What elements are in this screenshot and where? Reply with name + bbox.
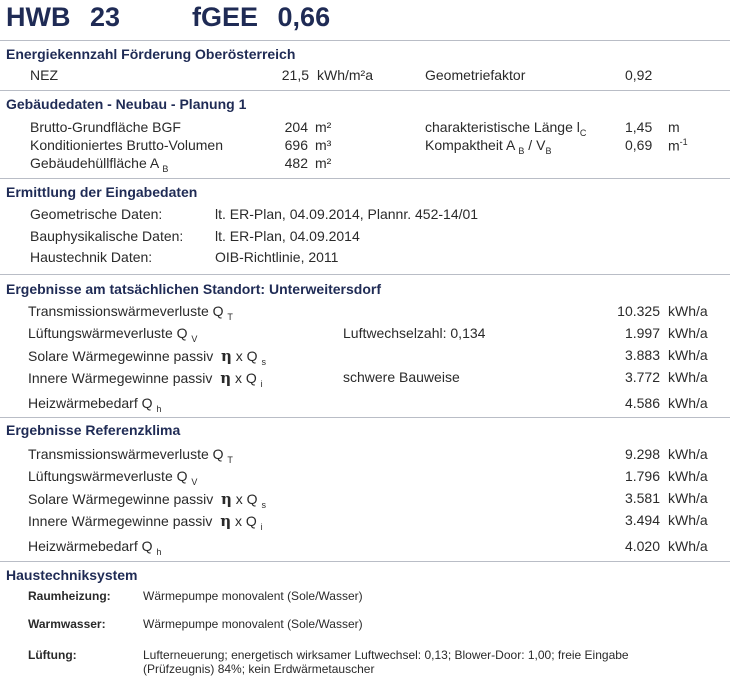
referenz-row-unit: kWh/a	[668, 468, 708, 484]
gebaeude-row-value: 482	[284, 155, 308, 171]
section-title-referenzklima: Ergebnisse Referenzklima	[6, 422, 181, 438]
referenz-row-value: 9.298	[624, 446, 660, 462]
eingabe-row-value: OIB-Richtlinie, 2011	[215, 249, 339, 265]
gebaeude-row-label: Gebäudehüllfläche A $_B$	[30, 155, 169, 174]
referenz-row-unit: kWh/a	[668, 512, 708, 528]
gebaeude-row-label: Konditioniertes Brutto-Volumen	[30, 137, 223, 153]
section-title-haustechnik: Haustechniksystem	[6, 567, 138, 583]
standort-row-value: 10.325	[617, 303, 660, 319]
char-laenge-value: 1,45	[625, 119, 653, 135]
fgee-label: fGEE	[192, 2, 259, 32]
referenz-row-value: 3.494	[624, 512, 660, 528]
fgee-value: 0,66	[277, 2, 331, 32]
char-laenge-unit: m	[668, 119, 680, 135]
gebaeude-row-unit: m³	[315, 137, 332, 153]
referenz-row-value: 1.796	[624, 468, 660, 484]
haustechnik-row-value: Wärmepumpe monovalent (Sole/Wasser)	[143, 589, 363, 603]
kompaktheit-label: Kompaktheit A $_B / V_B$	[425, 137, 552, 156]
referenz-row-label: Transmissionswärmeverluste Q $_T$	[28, 446, 233, 465]
char-laenge-label: charakteristische Länge $l_C$	[425, 119, 587, 138]
standort-row-value: 4.586	[624, 395, 660, 411]
referenz-row-unit: kWh/a	[668, 446, 708, 462]
geometriefaktor-label: Geometriefaktor	[425, 67, 526, 83]
nez-value: 21,5	[281, 67, 309, 83]
divider	[0, 561, 730, 562]
standort-row-label: Lüftungswärmeverluste Q $_V$	[28, 325, 198, 344]
haustechnik-row-label: Warmwasser:	[28, 617, 106, 631]
standort-row-unit: kWh/a	[668, 395, 708, 411]
divider	[0, 90, 730, 91]
haustechnik-row-value: Lufterneuerung; energetisch wirksamer Luftwechsel: 0,13; Blower-Door: 1,00; freie Eingabe	[143, 648, 629, 662]
referenz-row-unit: kWh/a	[668, 490, 708, 506]
referenz-row-value: 3.581	[624, 490, 660, 506]
standort-row-value: 1.997	[624, 325, 660, 341]
standort-row-unit: kWh/a	[668, 325, 708, 341]
referenz-row-label: Heizwärmebedarf Q $_h$	[28, 538, 162, 557]
gebaeude-row-unit: m²	[315, 155, 332, 171]
referenz-row-label: Solare Wärmegewinne passiv η x Q $_s$	[28, 490, 266, 510]
nez-label: NEZ	[30, 67, 58, 83]
standort-row-unit: kWh/a	[668, 303, 708, 319]
divider	[0, 40, 730, 41]
divider	[0, 274, 730, 275]
section-title-gebaeudedaten: Gebäudedaten - Neubau - Planung 1	[6, 96, 247, 112]
eingabe-row-value: lt. ER-Plan, 04.09.2014, Plannr. 452-14/01	[215, 206, 479, 222]
haustechnik-row-value-cont: (Prüfzeugnis) 84%; kein Erdwärmetauscher	[143, 662, 375, 676]
haustechnik-row-label: Raumheizung:	[28, 589, 111, 603]
referenz-row-value: 4.020	[624, 538, 660, 554]
divider	[0, 417, 730, 418]
standort-row-note: schwere Bauweise	[343, 369, 460, 385]
referenz-row-label: Innere Wärmegewinne passiv η x Q $_i$	[28, 512, 263, 532]
standort-row-label: Heizwärmebedarf Q $_h$	[28, 395, 162, 414]
eingabe-row-label: Haustechnik Daten:	[30, 249, 153, 265]
hwb-value: 23	[90, 2, 121, 32]
eingabe-row-label: Bauphysikalische Daten:	[30, 228, 184, 244]
referenz-row-unit: kWh/a	[668, 538, 708, 554]
standort-row-unit: kWh/a	[668, 347, 708, 363]
standort-row-label: Innere Wärmegewinne passiv η x Q $_i$	[28, 369, 263, 389]
standort-row-note: Luftwechselzahl: 0,134	[343, 325, 486, 341]
gebaeude-row-unit: m²	[315, 119, 332, 135]
standort-row-label: Solare Wärmegewinne passiv η x Q $_s$	[28, 347, 266, 367]
standort-row-value: 3.883	[624, 347, 660, 363]
geometriefaktor-value: 0,92	[625, 67, 653, 83]
kompaktheit-unit: $m^{-1}$	[668, 137, 688, 154]
eingabe-row-label: Geometrische Daten:	[30, 206, 163, 222]
hwb-heading	[6, 2, 120, 33]
standort-row-label: Transmissionswärmeverluste Q $_T$	[28, 303, 233, 322]
section-title-standort: Ergebnisse am tatsächlichen Standort: Unterweitersdorf	[6, 281, 381, 297]
fgee-heading	[192, 2, 330, 33]
referenz-row-label: Lüftungswärmeverluste Q $_V$	[28, 468, 198, 487]
gebaeude-row-value: 204	[284, 119, 308, 135]
standort-row-unit: kWh/a	[668, 369, 708, 385]
haustechnik-row-label: Lüftung:	[28, 648, 77, 662]
section-title-eingabedaten: Ermittlung der Eingabedaten	[6, 184, 198, 200]
kompaktheit-value: 0,69	[625, 137, 653, 153]
hwb-label: HWB	[6, 2, 71, 32]
eingabe-row-value: lt. ER-Plan, 04.09.2014	[215, 228, 360, 244]
gebaeude-row-label: Brutto-Grundfläche BGF	[30, 119, 181, 135]
section-title-energiekennzahl: Energiekennzahl Förderung Oberösterreich	[6, 46, 296, 62]
haustechnik-row-value: Wärmepumpe monovalent (Sole/Wasser)	[143, 617, 363, 631]
nez-unit: kWh/m²a	[317, 67, 373, 83]
standort-row-value: 3.772	[624, 369, 660, 385]
gebaeude-row-value: 696	[284, 137, 308, 153]
divider	[0, 178, 730, 179]
